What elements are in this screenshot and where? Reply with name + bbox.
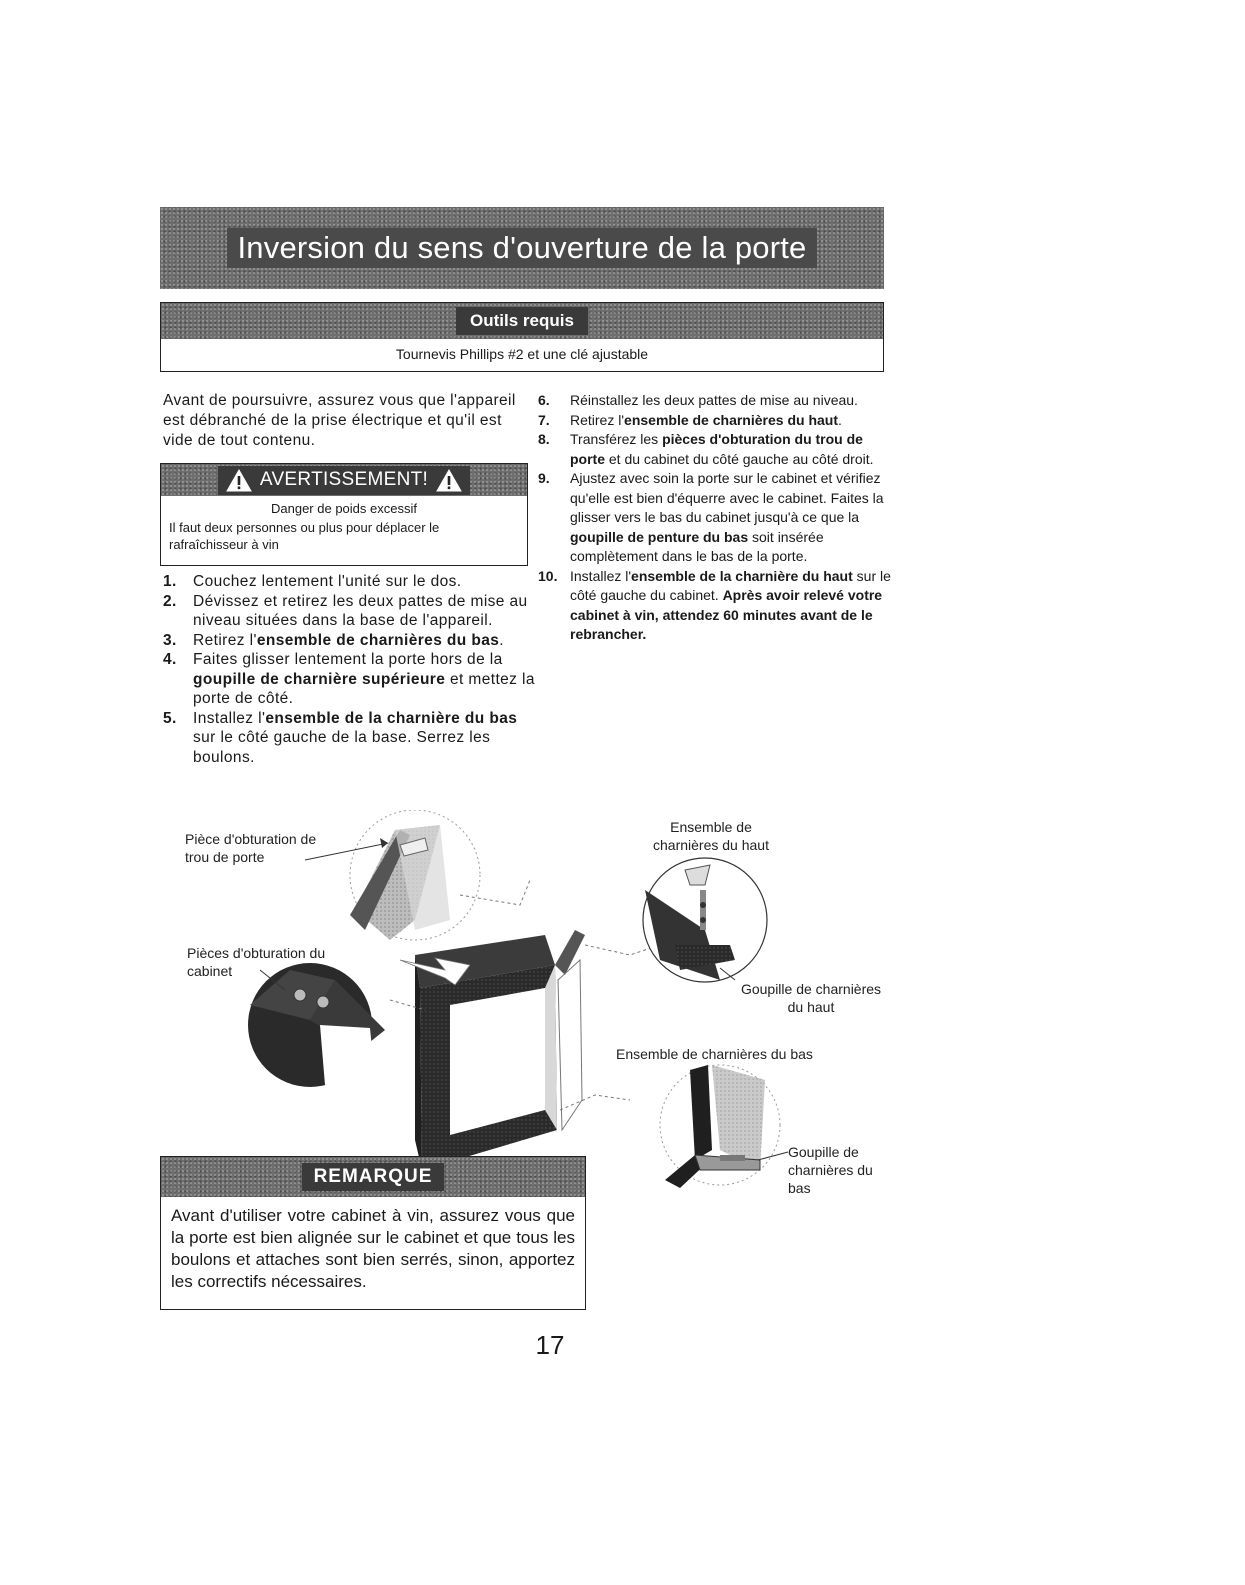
step-text-bold: ensemble de charnières du bas (256, 631, 500, 649)
step-number: 3. (163, 631, 177, 649)
step-item (538, 567, 898, 645)
step-text-part: sur le côté gauche du cabinet. (570, 567, 891, 603)
callout-bottom-hinge: Ensemble de charnières du bas (616, 1046, 813, 1062)
step-item (538, 411, 898, 431)
step-text-part: soit insérée complètement dans le bas de la porte. (570, 528, 824, 564)
note-header-label: REMARQUE (302, 1163, 445, 1191)
step-text-part: sur le côté gauche de la base. Serrez les boulons. (193, 729, 491, 766)
step-number: 10. (538, 567, 558, 584)
step-text-bold: pièces d'obturation du trou de porte (570, 431, 863, 467)
door-plug-detail (305, 810, 480, 940)
step-text (193, 650, 535, 709)
step-number: 5. (163, 709, 177, 727)
step-text-part: Ajustez avec soin la porte sur le cabinet et vérifiez qu'elle est bien d'équerre avec le cabinet. Faites la glisser vers le bas du cabinet jusqu'à ce que la (570, 470, 884, 525)
step-item (538, 391, 898, 411)
step-text-bold: goupille de charnière supérieure (193, 670, 446, 688)
step-number: 6. (538, 392, 550, 408)
step-text-part: Couchez lentement l'unité sur le dos. (193, 573, 462, 590)
warning-box (160, 463, 528, 566)
step-item (163, 592, 535, 631)
warning-text: Il faut deux personnes ou plus pour déplacer le rafraîchisseur à vin (169, 520, 440, 552)
warning-triangle-icon (226, 469, 252, 492)
step-number: 8. (538, 431, 550, 447)
step-number: 1. (163, 573, 177, 590)
step-item (538, 430, 898, 469)
step-text (570, 430, 898, 469)
step-text (193, 709, 535, 768)
warning-triangle-icon (436, 469, 462, 492)
step-text-part: Dévissez et retirez les deux pattes de mise au niveau situées dans la base de l'appareil. (193, 592, 528, 629)
page-number: 17 (535, 1330, 565, 1360)
step-text-part: Retirez l' (193, 631, 257, 649)
step-item (538, 469, 898, 567)
step-text-part: Installez l' (193, 709, 266, 727)
step-text-part: Transférez les (570, 431, 663, 447)
step-text (193, 631, 535, 651)
step-text-part: . (499, 631, 505, 649)
step-text-bold: goupille de penture du bas (570, 528, 749, 545)
warning-header-label: AVERTISSEMENT! (259, 469, 429, 490)
callout-cabinet-plugs: Pièces d'obturation du cabinet (187, 945, 326, 979)
steps-list-right (538, 391, 898, 645)
step-text-bold: ensemble de la charnière du bas (265, 709, 518, 727)
step-text (570, 469, 898, 567)
cabinet-plugs-detail (248, 963, 385, 1087)
warning-header (161, 464, 527, 496)
step-number: 2. (163, 592, 177, 610)
note-text: Avant d'utiliser votre cabinet à vin, assurez vous que la porte est bien alignée sur le cabinet et que tous les boulons et attaches sont bien serrés, sinon, apportez les correctifs nécessaires. (171, 1206, 575, 1291)
tools-header (161, 303, 883, 339)
step-item (163, 650, 535, 709)
step-item (163, 709, 535, 768)
callout-top-hinge: Ensemble de charnières du haut (653, 819, 769, 853)
step-text (570, 411, 898, 431)
tools-required-box (160, 302, 884, 372)
step-text-part: et mettez la porte de côté. (193, 670, 535, 707)
note-box (160, 1156, 586, 1310)
step-text-part: et du cabinet du côté gauche au côté droit. (605, 450, 874, 467)
top-hinge-detail (643, 858, 767, 982)
step-text-bold: ensemble de charnières du haut (624, 411, 838, 428)
door-reversal-illustration (160, 810, 890, 1210)
note-header (161, 1157, 585, 1197)
step-text-part: Faites glisser lentement la porte hors de la (193, 651, 503, 668)
step-text (570, 391, 898, 411)
bottom-hinge-detail (660, 1065, 788, 1188)
warning-title: Danger de poids excessif (271, 501, 417, 516)
intro-paragraph: Avant de poursuivre, assurez vous que l'appareil est débranché de la prise électrique et qu'il est vide de tout contenu. (163, 392, 516, 449)
step-text (193, 592, 535, 631)
steps-list-left (163, 572, 535, 767)
step-text-bold: ensemble de la charnière du haut (631, 567, 853, 584)
page-title: Inversion du sens d'ouverture de la porte (227, 228, 816, 268)
step-text (570, 567, 898, 645)
step-number: 7. (538, 411, 550, 428)
step-text-bold: Après avoir relevé votre cabinet à vin, attendez 60 minutes avant de le rebrancher. (570, 587, 883, 642)
step-text-part: Installez l' (570, 567, 632, 584)
callout-top-pin: Goupille de charnières du haut (740, 981, 882, 1015)
step-text-part: Réinstallez les deux pattes de mise au niveau. (570, 392, 858, 408)
step-text-part: Retirez l' (570, 411, 625, 428)
callout-bottom-pin: Goupille de charnières du bas (788, 1144, 873, 1196)
title-banner (160, 207, 884, 289)
step-item (163, 572, 535, 592)
step-text (193, 572, 535, 592)
step-item (163, 631, 535, 651)
callout-door-plug: Pièce d'obturation de trou de porte (185, 831, 317, 865)
step-text-part: . (838, 411, 842, 428)
step-number: 4. (163, 651, 177, 668)
step-number: 9. (538, 470, 550, 486)
tools-header-label: Outils requis (456, 307, 588, 335)
tools-text: Tournevis Phillips #2 et une clé ajustable (395, 346, 649, 362)
